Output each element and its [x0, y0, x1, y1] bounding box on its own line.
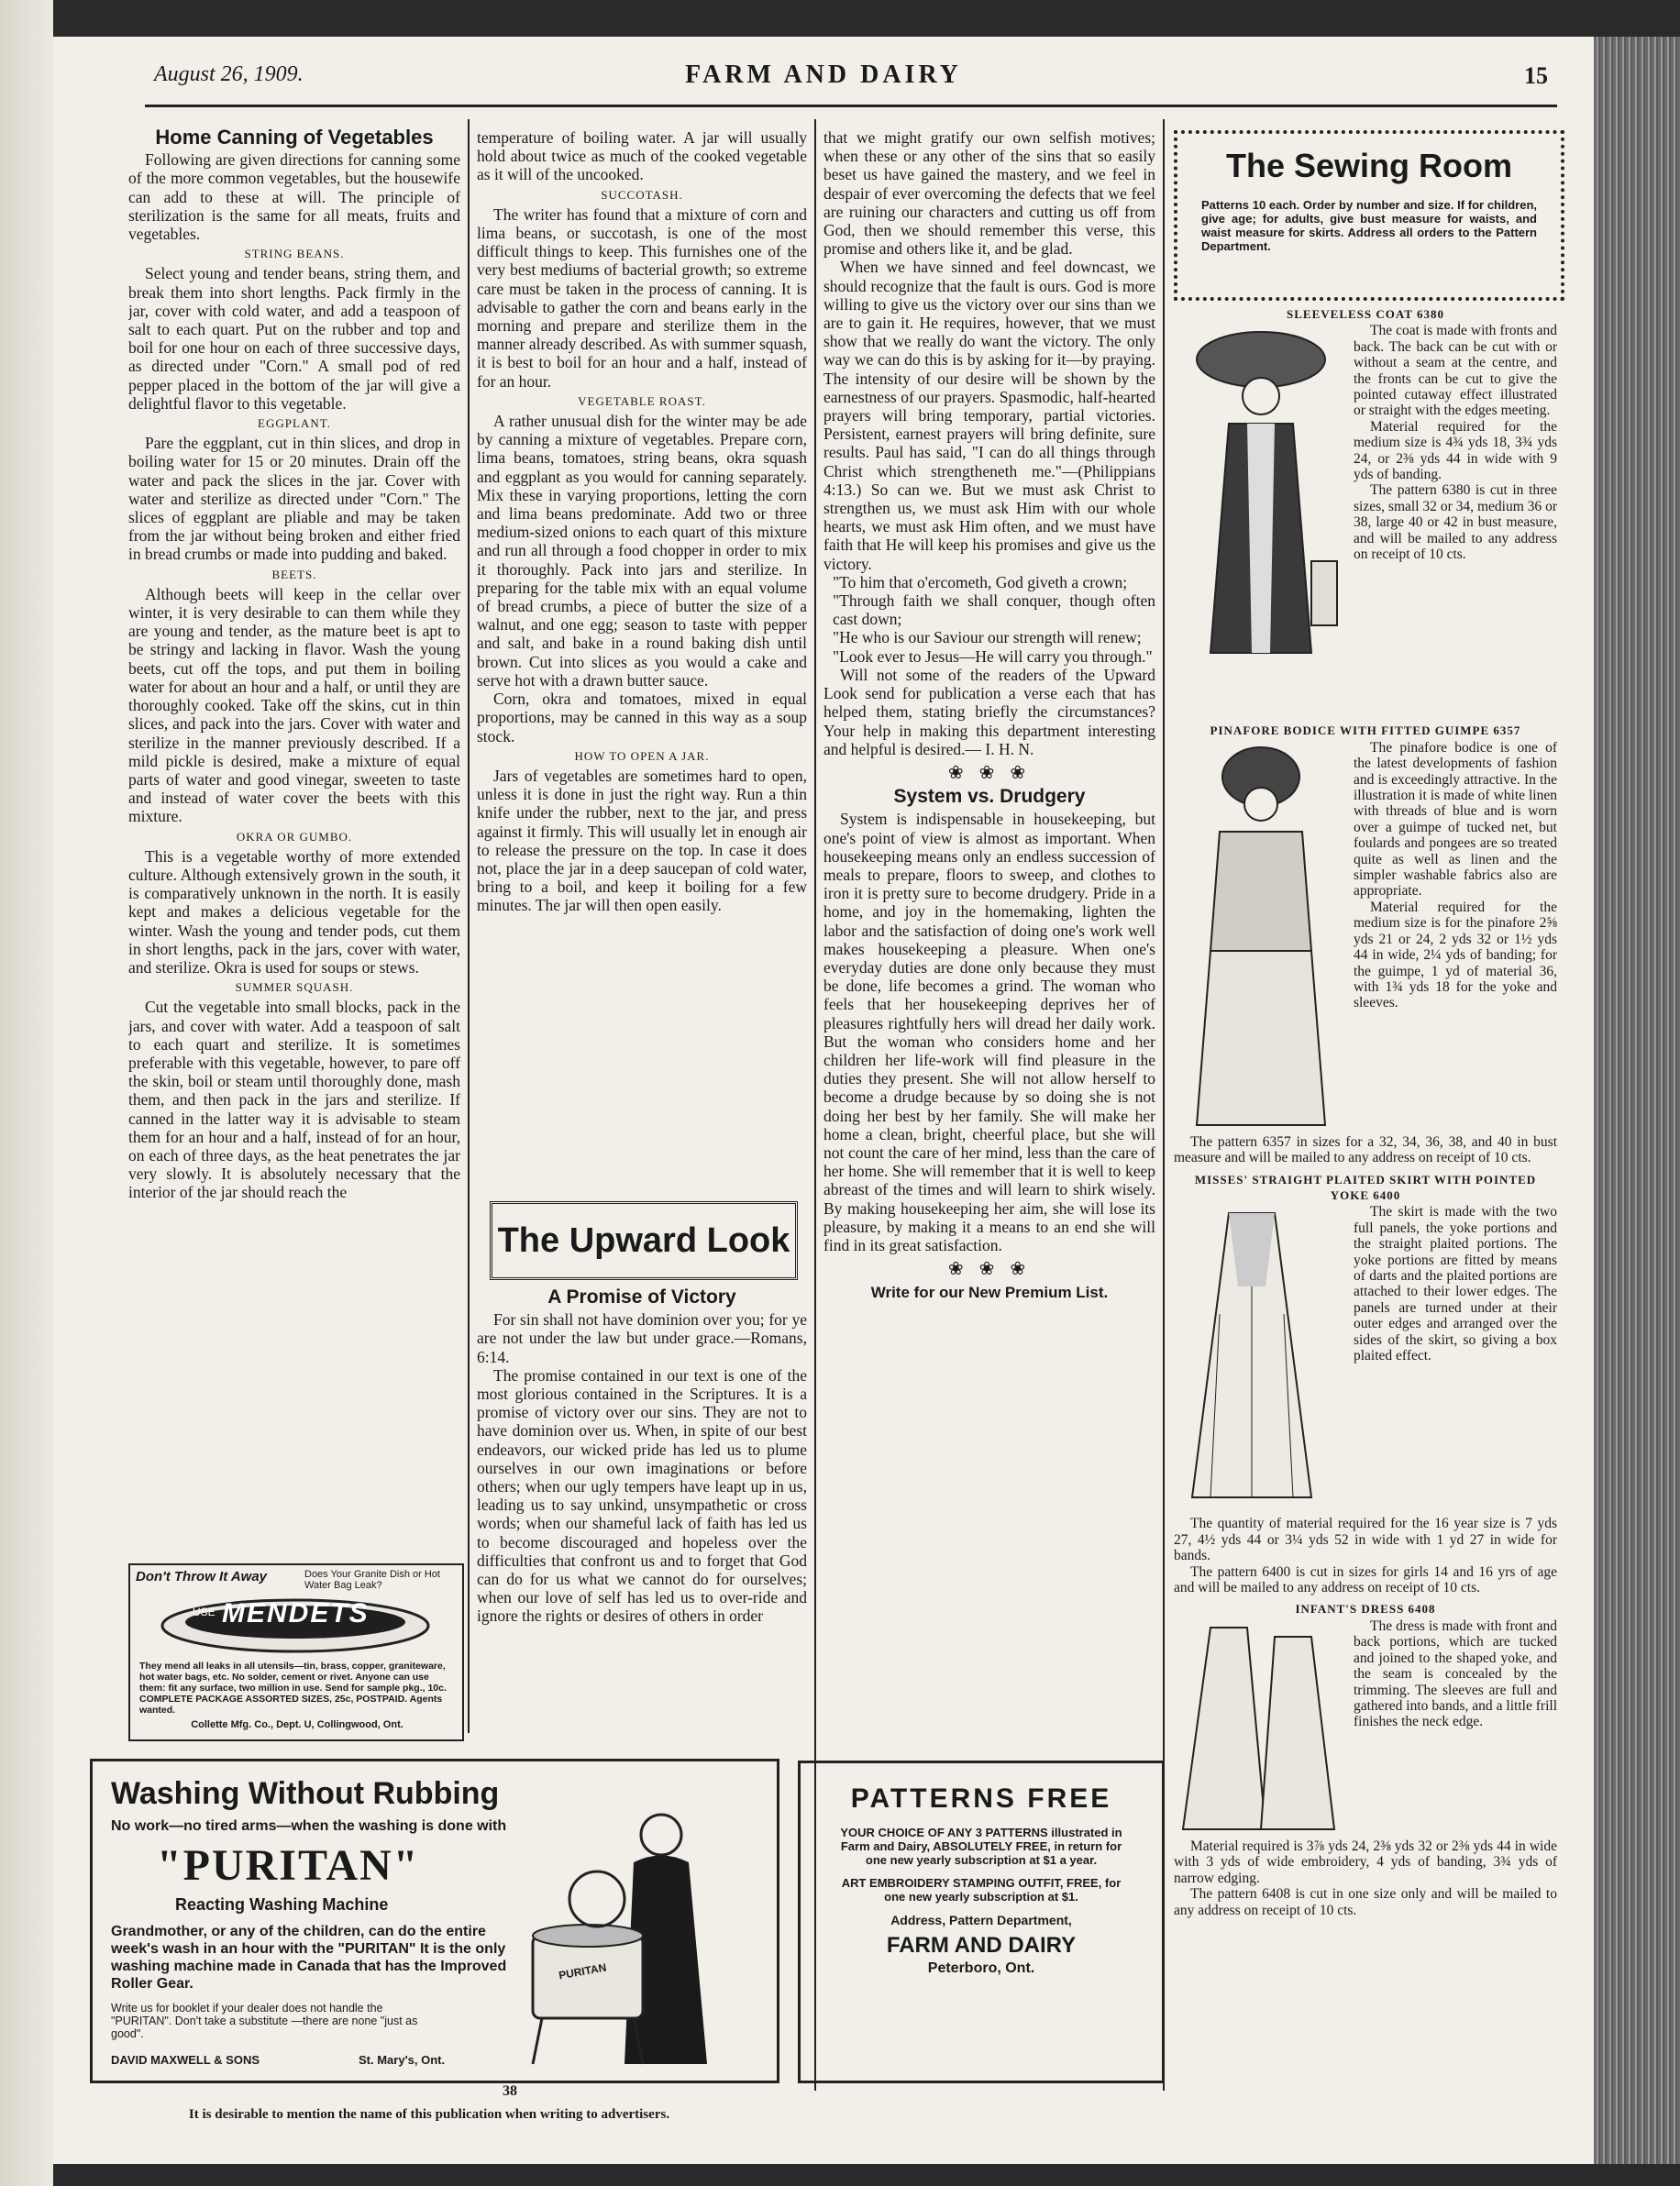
paragraph: The skirt is made with the two full panels, the yoke portions and the straight plaited portions. The yoke portions are fitted by means of darts and the plaited portions are attached to their lower edges. The panels are turned under at their outer edges and arranged over the sides of the skirt, so giving a box plaited effect. [1354, 1204, 1557, 1364]
masthead: FARM AND DAIRY [685, 61, 962, 89]
pattern-description [1354, 1204, 1557, 1363]
premium-list-link: Write for our New Premium List. [870, 1284, 1109, 1302]
paragraph: Cut the vegetable into small blocks, pack in the jars, and cover with water. Add a teaspoon of salt to each quart and sterilize. It is sometimes preferable with this vegetable, however, to pare off the skin, boil or steam until thoroughly done, mash them, and then pack in the jars and sterilize. If canned in the latter way it is advisable to steam them for an hour and a half, instead of for an hour, on each of three days, as the heat penetrates the jar very slowly. It is absolutely necessary that the interior of the jar should reach the [128, 998, 460, 1202]
paragraph: The dress is made with front and back portions, which are tucked and joined to the shaped yoke, and the seam is concealed by the trimming. The sleeves are full and gathered into bands, and a little frill finishes the neck edge. [1354, 1617, 1557, 1730]
article-title: Home Canning of Vegetables [155, 128, 434, 149]
page-number: 15 [1524, 62, 1548, 89]
ad-embroidery-offer: ART EMBROIDERY STAMPING OUTFIT, FREE, for one new yearly subscription at $1. [841, 1876, 1122, 1904]
ad-address: Collette Mfg. Co., Dept. U, Collingwood, Ont. [191, 1719, 403, 1730]
column-rule [468, 119, 470, 1733]
newspaper-page [53, 37, 1594, 2164]
hymn-line: "Look ever to Jesus—He will carry you through." [833, 646, 1153, 666]
paragraph: that we might gratify our own selfish motives; when these or any other of the sins that so easily beset us have gained the mastery, and we feel in despair of ever overcoming the defects that we feel are ruining our characters and cutting us off from God, then we should remember this verse, this promise and others like it, and be glad. [823, 128, 1155, 259]
hymn-line: "Through faith we shall conquer, though often cast down; [833, 591, 1155, 629]
ad-title: PATTERNS FREE [850, 1783, 1112, 1814]
subhead: EGGPLANT. [258, 416, 331, 431]
bodice-section [1174, 740, 1557, 1134]
paragraph: Pare the eggplant, cut in thin slices, and drop in boiling water for 15 or 20 minutes. Drain off the water and pack the slices in the jar. Cover with water and sterilize as directed under "Corn." The slices of eggplant are pliable and may be taken from the jar without being broken and either fried in bread crumbs or made into pudding and baked. [128, 434, 460, 564]
paragraph: The pattern 6380 is cut in three sizes, small 32 or 34, medium 36 or 38, large 40 or 42 in bust measure, and will be mailed to any address on receipt of 10 cts. [1354, 482, 1557, 563]
section-title: The Sewing Room [1225, 147, 1512, 184]
ad-mendets [128, 1563, 464, 1741]
paragraph: The coat is made with fronts and back. The back can be cut with or without a seam at the centre, and the fronts can be cut to give the pointed cutaway effect illustrated or straight with the edges meeting. [1354, 323, 1557, 419]
subhead: SUMMER SQUASH. [235, 980, 354, 995]
ad-tagline: Reacting Washing Machine [175, 1895, 389, 1914]
ad-city: Peterboro, Ont. [927, 1960, 1035, 1976]
pattern-order-info: Patterns 10 each. Order by number and size. If for children, give age; for adults, give bust measure for waists, and waist measure for skirts. Address all orders to the Pattern Department. [1201, 198, 1537, 253]
ad-paper-name: FARM AND DAIRY [886, 1933, 1077, 1958]
pattern-title: PINAFORE BODICE WITH FITTED GUIMPE 6357 [1210, 723, 1521, 738]
section-divider: ❀ ❀ ❀ [947, 1259, 1032, 1280]
paragraph: temperature of boiling water. A jar will usually hold about twice as much of the cooked vegetable as it will of the uncooked. [477, 128, 807, 184]
paragraph: The writer has found that a mixture of corn and lima beans, or succotash, is one of the most difficult things to keep. This furnishes one of the very best mediums of bacterial growth; so extreme care must be taken in the process of canning. It is advisable to gather the corn and beans early in the morning and prepare and sterilize them in the manner already described. As with summer squash, it is best to boil for an hour and a half, instead of for an hour. [477, 204, 807, 391]
article-promise-of-victory [477, 1288, 807, 1747]
paragraph: A rather unusual dish for the winter may be ade by canning a mixture of vegetables. Prepare corn, lima beans, tomatoes, string beans, okra squash and eggplant as you would for canning separately. Mix these in varying proportions, letting the corn and lima beans predominate. Add two or three medium-sized onions to each quart of this mixture and run all through a food chopper in order to mix it thoroughly. Pack into jars and sterilize. In preparing for the table mix with an equal volume of bread crumbs, a piece of butter the size of a walnut, and one egg; season to taste with pepper and salt, and bake in a round baking dish until brown. Cut into slices as you would a cake and serve hot with a drawn butter sauce. [477, 412, 807, 690]
article-title: System vs. Drudgery [893, 786, 1086, 808]
ad-body: Grandmother, or any of the children, can do the entire week's wash in an hour with the "PURITAN" It is the only washing machine made in Canada that has the Improved Roller Gear. [111, 1924, 507, 1992]
hymn-line: "To him that o'ercometh, God giveth a crown; [833, 572, 1128, 591]
coat-section [1174, 323, 1557, 717]
ad-puritan [90, 1759, 779, 2083]
grandmother-washing-illustration [524, 1798, 762, 2073]
plaited-skirt-illustration [1174, 1204, 1348, 1516]
subhead: VEGETABLE ROAST. [578, 393, 706, 408]
ad-patterns-free [798, 1761, 1165, 2083]
pinafore-bodice-illustration [1174, 740, 1348, 1134]
paragraph: The pattern 6357 in sizes for a 32, 34, 36, 38, and 40 in bust measure and will be mailed to any address on receipt of 10 cts. [1174, 1133, 1557, 1166]
ad-subline: Does Your Granite Dish or Hot Water Bag Leak? [304, 1569, 440, 1591]
pattern-description [1354, 323, 1557, 562]
page-gutter-left [0, 0, 53, 2186]
ad-firm: DAVID MAXWELL & SONS [111, 2053, 260, 2067]
ad-smallprint: Write us for booklet if your dealer does not handle the "PURITAN". Don't take a substitute —there are none "just as good". [111, 2002, 418, 2040]
ad-address-line: Address, Pattern Department, [890, 1913, 1072, 1927]
subhead: HOW TO OPEN A JAR. [574, 748, 710, 763]
ad-subline: No work—no tired arms—when the washing is done with [111, 1818, 507, 1834]
issue-date: August 26, 1909. [154, 62, 304, 86]
ad-brand: MENDETS [222, 1598, 370, 1628]
pattern-title: MISSES' STRAIGHT PLAITED SKIRT WITH POINTED YOKE 6400 [1194, 1172, 1537, 1203]
paragraph: Material required for the medium size is 4¾ yds 18, 3¾ yds 24, or 2⅜ yds 44 in wide with 9 yds of banding. [1354, 418, 1557, 483]
footer-number: 38 [503, 2083, 517, 2099]
section-title: The Upward Look [497, 1221, 790, 1260]
subhead: BEETS. [271, 567, 317, 581]
paragraph: The pattern 6408 is cut in one size only and will be mailed to any address on receipt of 10 cts. [1174, 1886, 1557, 1918]
skirt-section [1174, 1204, 1557, 1516]
sleeveless-coat-illustration [1174, 323, 1348, 717]
ad-use: USE [193, 1606, 216, 1618]
paragraph: System is indispensable in housekeeping, but one's point of view is almost as important. When housekeeping means only an endless succession of meals to prepare, floors to sweep, and clothes to iron it is pretty sure to become drudgery. Pride in a home, and joy in the homemaking, lighten the labor and the satisfaction of doing one's work well makes housekeeping a pleasure. When one's everyday duties are done only because they must be done, life becomes a grind. The woman who feels that her housekeeping deprives her of pleasures rightfully hers will dread her daily work. But the woman who considers home and her children her life-work will find pleasure in the duties they present. She will not allow herself to become a drudge because by so doing she is not doing her best by her family. She will make her home a clean, bright, cheerful place, but she will not count the care of her mind, less than the care of her home. She will remember that it is well to keep abreast of the times and will learn to shirk wisely. By making housekeeping her aim, she will lose its pleasure, by making it a means to an end she will find in its great satisfaction. [823, 810, 1155, 1254]
subhead: SUCCOTASH. [601, 187, 683, 202]
machine-label: PURITAN [558, 1960, 608, 1982]
paragraph: This is a vegetable worthy of more extended culture. Although extensively grown in the south, it is comparatively unknown in the north. It is easily kept and makes a delicious vegetable for the winter. Wash the young and tender pods, cut them in short lengths, pack in the jars, cover with water, and sterilize. Okra is used for soups or stews. [128, 846, 460, 977]
page-stack-edge [1594, 37, 1680, 2164]
paragraph: The pinafore bodice is one of the latest developments of fashion and is exceedingly attractive. In the illustration it is made of white linen with threads of blue and is worn over a guimpe of tucked net, but foulards and pongees are so treated quite as well as linen and the simpler washable fabrics also are appropriate. [1354, 739, 1557, 900]
paragraph: The promise contained in our text is one of the most glorious contained in the Scriptures. It is a promise of victory over our sins. They are not to have dominion over us. When, in spite of our best endeavors, our wicked pride has led us to plume ourselves in our own imaginations or before others; when our ugly tempers have leapt up in us, leading us to say unkind, unsympathetic or cross words; when our shameful lack of faith has led us to become discouraged and hopeless over the difficulties that confront us and to forget that God can do for us what we cannot do for ourselves; when our love of self has led us to over-ride and ignore the rights or desires of others in order [477, 1365, 807, 1626]
section-divider: ❀ ❀ ❀ [947, 762, 1032, 783]
ad-brand: "PURITAN" [157, 1841, 420, 1890]
upward-look-banner [490, 1201, 798, 1280]
infant-dress-illustration [1174, 1618, 1348, 1838]
paragraph: The pattern 6400 is cut in sizes for girls 14 and 16 yrs of age and will be mailed to any address on receipt of 10 cts. [1174, 1563, 1557, 1596]
pattern-listings [1174, 304, 1557, 2120]
pattern-title: INFANT'S DRESS 6408 [1295, 1602, 1436, 1617]
paragraph: Following are given directions for canning some of the more common vegetables, but the housewife can add to these at will. The principle of sterilization is the same for all meats, fruits and vegetables. [128, 150, 460, 244]
pattern-title: SLEEVELESS COAT 6380 [1287, 307, 1444, 321]
ad-offer: YOUR CHOICE OF ANY 3 PATTERNS illustrated in Farm and Dairy, ABSOLUTELY FREE, in return for one new yearly subscription at $1 a year. [840, 1826, 1122, 1867]
paragraph: Select young and tender beans, string them, and break them into short lengths. Pack firmly in the jar, cover with cold water, and add a teaspoon of salt to each quart. Put on the rubber and top and boil for one hour on each of three successive days, as directed under "Corn." A small pod of red pepper placed in the bottom of the jar will give a delightful flavor to this vegetable. [128, 264, 460, 413]
paragraph: Will not some of the readers of the Upward Look send for publication a verse each that has helped them, stating briefly the circumstances? Your help in making this department interesting and helpful is desired.— I. H. N. [823, 665, 1155, 758]
scripture-verse: For sin shall not have dominion over you; for ye are not under the law but under grace.—Romans, 6:14. [477, 1310, 807, 1366]
paragraph: The quantity of material required for the 16 year size is 7 yds 27, 4½ yds 44 or 3¼ yds 52 in wide with 1 yd 27 in wide for bands. [1174, 1516, 1557, 1564]
footer-note: It is desirable to mention the name of this publication when writing to advertisers. [188, 2107, 670, 2122]
paragraph: When we have sinned and feel downcast, we should recognize that the fault is ours. God is more willing to give us the victory over our sins than we are to gain it. He requires, however, that we must show that we really do want the victory. The only way we can do this is by asking for it—by praying. The intensity of our desire will be shown by the earnestness of our prayers. Spasmodic, half-hearted prayers will bring temporary, partial victories. Persistent, earnest prayers will bring definite, sure results. Paul has said, "I can do all things through Christ which strengtheneth me."—(Philippians 4:13.) So can we. But we must ask Christ to strengthen us, we must ask Him with our whole hearts, we must ask Him often, and we must have faith that He will keep his promises and give us the victory. [823, 258, 1155, 573]
article-canning-continued [477, 128, 807, 1183]
subhead: STRING BEANS. [244, 247, 345, 261]
header-rule [145, 105, 1557, 107]
infant-dress-section [1174, 1618, 1557, 1838]
ad-body: They mend all leaks in all utensils—tin, brass, copper, graniteware, hot water bags, etc. No solder, cement or rivet. Anyone can use them: fit any surface, two million in use. Send for sample pkg., 10c. COMPLETE PACKAGE ASSORTED SIZES, 25c, POSTPAID. Agents wanted. [139, 1661, 447, 1716]
sewing-room-box [1174, 130, 1564, 301]
paragraph: Jars of vegetables are sometimes hard to open, unless it is done in just the right way. Run a thin knife under the rubber, next to the jar, and press against it firmly. This will usually let in enough air to release the pressure on the top. In case it does not, place the jar in a deep saucepan of cold water, bring to a boil, and keep it boiling for a few minutes. The jar will then open easily. [477, 766, 807, 915]
pattern-description [1354, 740, 1557, 1011]
hymn-line: "He who is our Saviour our strength will renew; [833, 628, 1142, 647]
paragraph: Material required is 3⅞ yds 24, 2⅜ yds 32 or 2⅜ yds 44 in wide with 3 yds of wide embroidery, 4 yds of banding, 3¾ yds of narrow edging. [1174, 1838, 1557, 1886]
article-promise-continued [823, 128, 1155, 1742]
article-home-canning [128, 128, 460, 1559]
ad-headline: Washing Without Rubbing [111, 1776, 500, 1811]
paragraph: Corn, okra and tomatoes, mixed in equal proportions, may be canned in this way as a soup stock. [477, 690, 807, 745]
pattern-description [1354, 1618, 1557, 1730]
ad-tagline: Don't Throw It Away [136, 1569, 268, 1584]
paragraph: Although beets will keep in the cellar over winter, it is very desirable to can them while they are young and tender, as the mature beet is apt to be stringy and lacking in flavor. Wash the young beets, cut off the tops, and put them in boiling water for about an hour and a half, or until they are thoroughly cooked. Take off the skins, cut in thin slices, and pack into the jars. Cover with water and sterilize in the manner previously described. If a mild pickle is desired, make a mixture of equal parts of water and good vinegar, sweeten to taste and instead of water cover the beets with this mixture. [128, 584, 460, 826]
article-title: A Promise of Victory [547, 1288, 736, 1308]
subhead: OKRA OR GUMBO. [236, 829, 353, 844]
ad-place: St. Mary's, Ont. [359, 2053, 446, 2067]
paragraph: Material required for the medium size is for the pinafore 2⅝ yds 21 or 24, 2 yds 32 or 1½ yds 44 in wide, 2¼ yds of banding; for the guimpe, 1 yd of material 36, with 1¾ yds 18 for the yoke and sleeves. [1354, 899, 1557, 1011]
